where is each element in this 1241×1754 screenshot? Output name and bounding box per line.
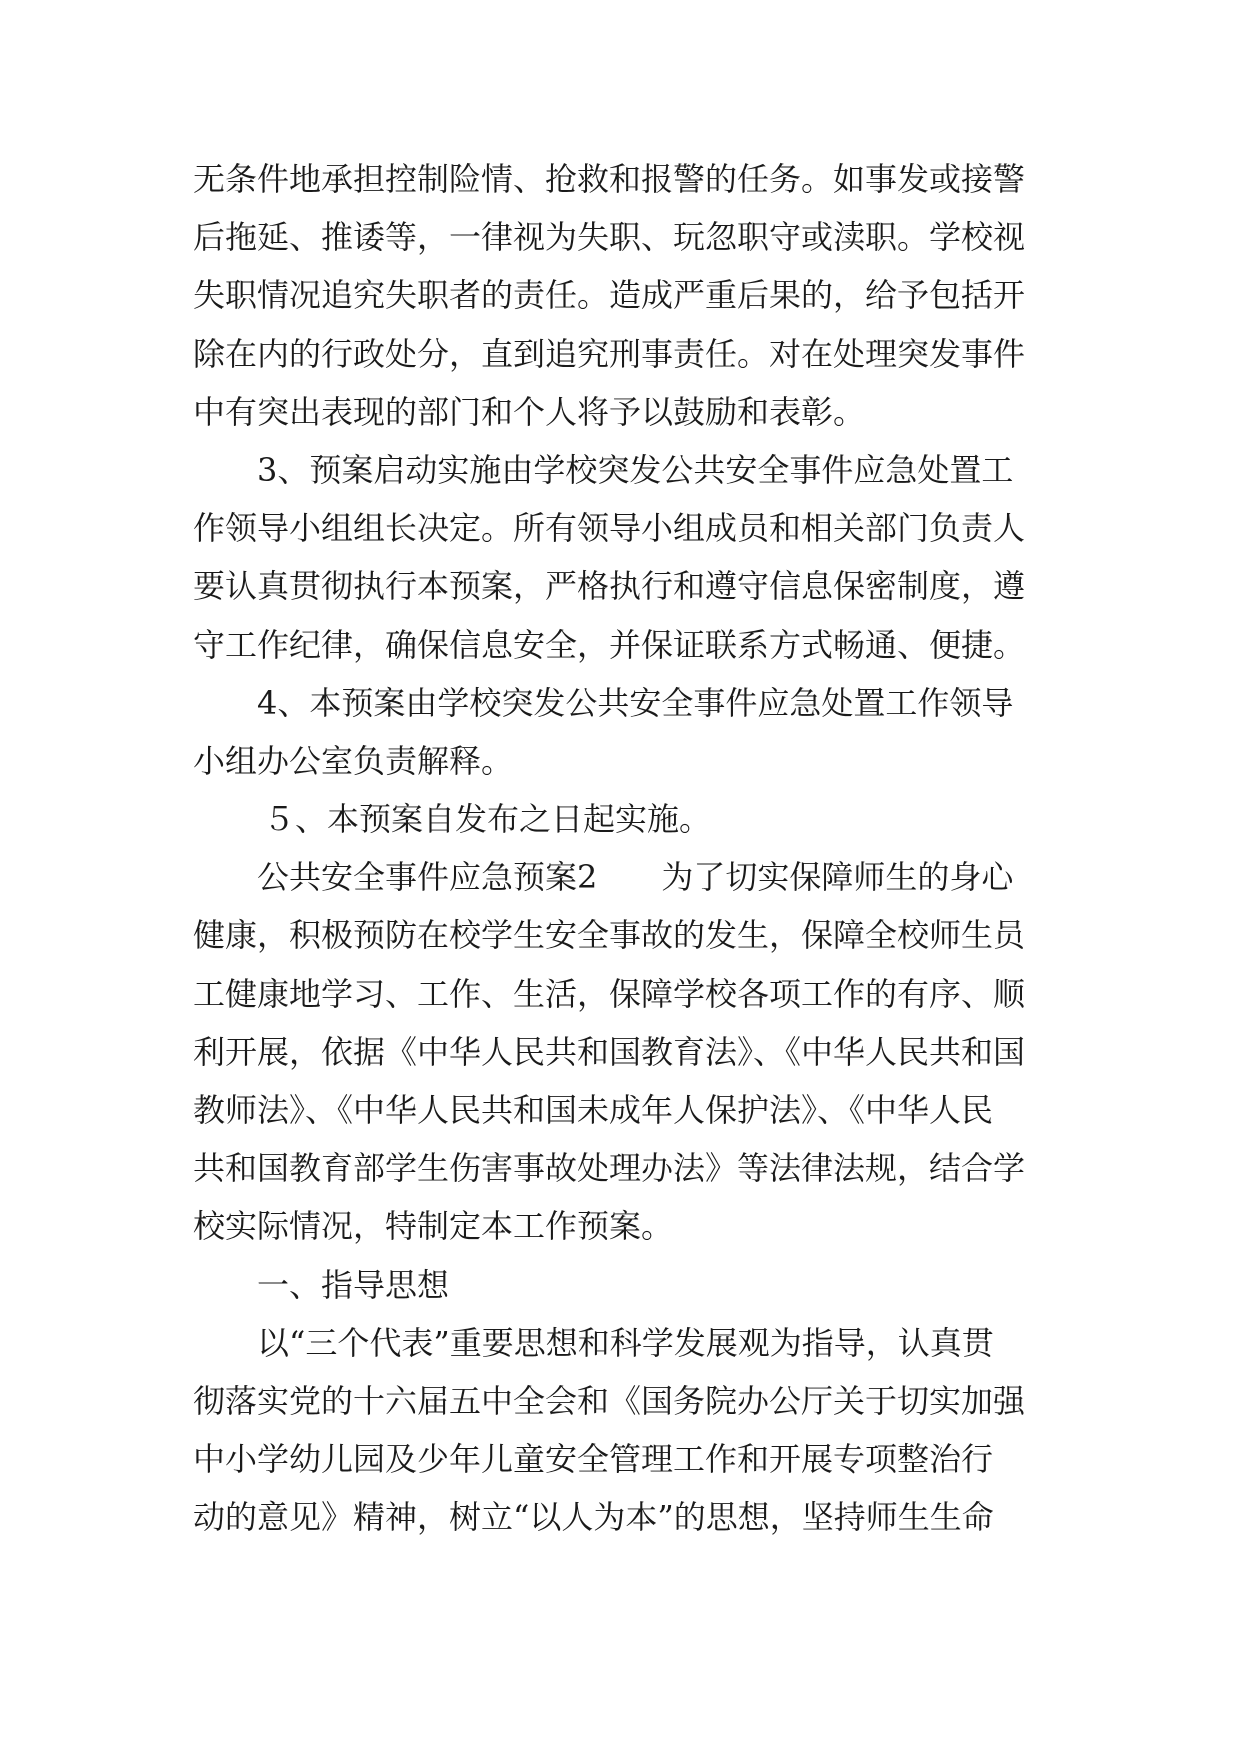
text-line: 动的意见》精神，树立“以人为本”的思想，坚持师生生命 [193, 1498, 994, 1537]
text-line: 除在内的行政处分，直到追究刑事责任。对在处理突发事件 [193, 334, 1026, 373]
text-line: 守工作纪律，确保信息安全，并保证联系方式畅通、便捷。 [193, 625, 1026, 664]
text-line: 中有突出表现的部门和个人将予以鼓励和表彰。 [193, 392, 866, 431]
paragraph-start-line: ５、本预案自发布之日起实施。 [263, 800, 712, 839]
text-line: 后拖延、推诿等，一律视为失职、玩忽职守或渎职。学校视 [193, 218, 1026, 257]
paragraph-start-line: 公共安全事件应急预案2 为了切实保障师生的身心 [257, 858, 1014, 897]
text-line: 利开展，依据《中华人民共和国教育法》、《中华人民共和国 [193, 1032, 1026, 1071]
text-line: 无条件地承担控制险情、抢救和报警的任务。如事发或接警 [193, 160, 1026, 198]
section-heading: 一、指导思想 [257, 1265, 450, 1304]
text-line: 工健康地学习、工作、生活，保障学校各项工作的有序、顺 [193, 974, 1026, 1013]
text-line: 失职情况追究失职者的责任。造成严重后果的，给予包括开 [193, 276, 1026, 315]
text-line: 小组办公室负责解释。 [193, 741, 514, 780]
text-line: 共和国教育部学生伤害事故处理办法》等法律法规，结合学 [193, 1149, 1026, 1188]
text-line: 彻落实党的十六届五中全会和《国务院办公厅关于切实加强 [193, 1381, 1026, 1420]
text-line: 教师法》、《中华人民共和国未成年人保护法》、《中华人民 [193, 1091, 994, 1129]
text-line: 中小学幼儿园及少年儿童安全管理工作和开展专项整治行 [193, 1440, 994, 1479]
document-body [193, 150, 1073, 1547]
paragraph-start-line: 3、预案启动实施由学校突发公共安全事件应急处置工 [257, 450, 1014, 489]
paragraph-start-line: 4、本预案由学校突发公共安全事件应急处置工作领导 [257, 683, 1014, 722]
text-line: 健康，积极预防在校学生安全事故的发生，保障全校师生员 [193, 916, 1026, 955]
text-line: 要认真贯彻执行本预案，严格执行和遵守信息保密制度，遵 [193, 567, 1026, 606]
text-line: 校实际情况，特制定本工作预案。 [193, 1207, 674, 1246]
paragraph-start-line: 以“三个代表”重要思想和科学发展观为指导，认真贯 [257, 1323, 994, 1362]
text-line: 作领导小组组长决定。所有领导小组成员和相关部门负责人 [193, 509, 1026, 548]
